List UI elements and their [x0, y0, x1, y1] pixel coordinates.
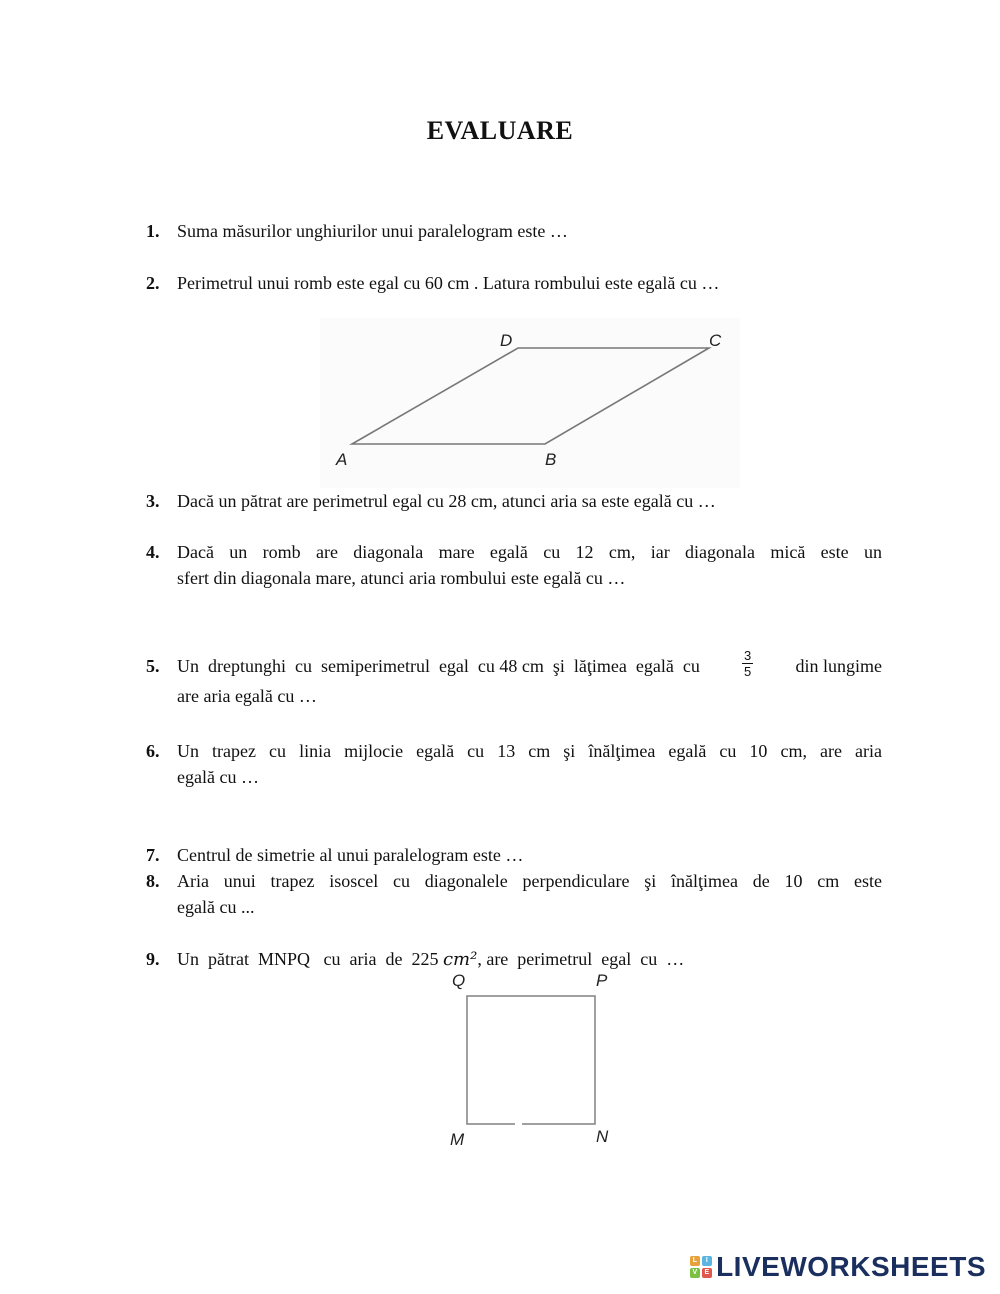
question-3	[146, 488, 882, 514]
vertex-label-m: M	[450, 1130, 465, 1149]
rhombus-figure	[320, 318, 740, 488]
question-line: Aria unui trapez isoscel cu diagonalele perpendiculare şi înălţimea de 10 cm este	[177, 871, 882, 891]
vertex-label-a: A	[336, 450, 348, 469]
vertex-label-d: D	[500, 331, 513, 350]
question-2	[146, 270, 882, 296]
question-line: Dacă un romb are diagonala mare egală cu 12 cm, iar diagonala mică este un	[177, 542, 882, 562]
question-number: 2.	[146, 273, 160, 293]
question-text: Centrul de simetrie al unui paralelogram este …	[177, 845, 524, 865]
question-8	[146, 868, 882, 920]
logo-mark-letter: L	[690, 1256, 700, 1266]
question-text-b: , are perimetrul egal cu …	[477, 949, 685, 969]
page-title: EVALUARE	[426, 116, 574, 145]
question-number: 7.	[146, 845, 160, 865]
vertex-label-n: N	[596, 1127, 609, 1146]
question-text	[177, 650, 882, 709]
question-line: Un trapez cu linia mijlocie egală cu 13 cm şi înălţimea egală cu 10 cm, are aria	[177, 741, 882, 761]
question-number: 1.	[146, 221, 160, 241]
question-text: Dacă un pătrat are perimetrul egal cu 28 cm, atunci aria sa este egală cu …	[177, 491, 716, 511]
fraction	[742, 648, 753, 679]
question-line: sfert din diagonala mare, atunci aria rombului este egală cu …	[177, 568, 626, 588]
question-6	[146, 738, 882, 790]
question-text	[177, 539, 882, 591]
question-text-a: Un pătrat MNPQ cu aria de 225	[177, 949, 439, 969]
question-line: egală cu ...	[177, 897, 255, 917]
question-text: Perimetrul unui romb este egal cu 60 cm . Latura rombului este egală cu …	[177, 273, 720, 293]
question-4	[146, 539, 882, 591]
fraction-denominator: 5	[744, 664, 752, 679]
question-text	[177, 868, 882, 920]
question-number: 5.	[146, 656, 160, 676]
question-number: 9.	[146, 949, 160, 969]
question-number: 6.	[146, 741, 160, 761]
question-text: Suma măsurilor unghiurilor unui paralelogram este …	[177, 221, 568, 241]
logo-text: LIVEWORKSHEETS	[716, 1251, 986, 1282]
vertex-label-q: Q	[452, 971, 466, 990]
vertex-label-p: P	[596, 971, 608, 990]
logo-mark-icon	[690, 1256, 712, 1278]
question-number: 4.	[146, 542, 160, 562]
question-5	[146, 650, 882, 709]
question-line: egală cu …	[177, 767, 259, 787]
logo-mark-letter: V	[690, 1268, 700, 1278]
vertex-label-b: B	[545, 450, 557, 469]
logo-mark-letter: E	[702, 1268, 712, 1278]
fraction-numerator: 3	[744, 648, 752, 663]
question-number: 8.	[146, 871, 160, 891]
math-unit: cm²	[442, 949, 478, 970]
question-1	[146, 218, 882, 244]
square-shape	[467, 996, 595, 1124]
question-text	[177, 738, 882, 790]
square-figure	[440, 968, 620, 1152]
question-line: are aria egală cu …	[177, 686, 317, 706]
question-line-end: din lungime	[795, 655, 882, 676]
vertex-label-c: C	[709, 331, 722, 350]
question-line: Un dreptunghi cu semiperimetrul egal cu 48 cm şi lăţimea egală cu	[177, 655, 700, 676]
logo-mark-letter: I	[702, 1256, 712, 1266]
liveworksheets-logo	[690, 1252, 986, 1282]
question-number: 3.	[146, 491, 160, 511]
question-7	[146, 842, 882, 868]
